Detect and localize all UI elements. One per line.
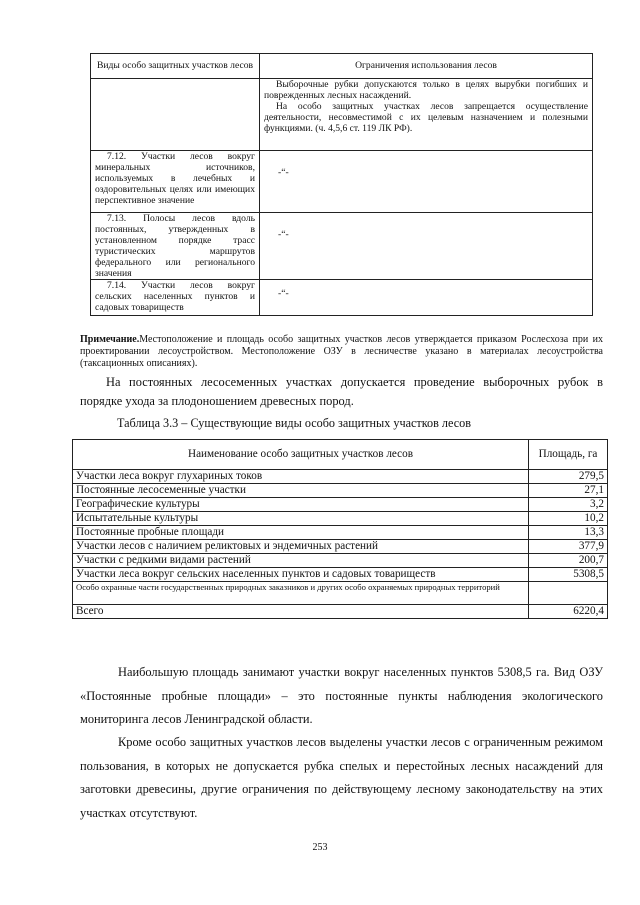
table-row: [73, 568, 608, 582]
table2-row-name: Постоянные пробные площади: [73, 526, 529, 540]
table-row-total: [73, 605, 608, 619]
table2-row-name: Географические культуры: [73, 498, 529, 512]
table-row: [73, 498, 608, 512]
table2-row-area: 27,1: [529, 484, 608, 498]
restrictions-table: [90, 53, 593, 316]
page-number: 253: [312, 842, 328, 853]
table-row: [73, 470, 608, 484]
table-row: [91, 280, 593, 316]
table2-row-area: 5308,5: [529, 568, 608, 582]
note: [80, 334, 603, 370]
table1-cont-empty-cell: [91, 79, 260, 151]
table-row: [73, 582, 608, 605]
table1-row-name: 7.14. Участки лесов вокруг сельских населенных пунктов и садовых товариществ: [91, 280, 260, 316]
table1-header-restrictions: Ограничения использования лесов: [260, 54, 593, 79]
ozu-areas-table: [72, 439, 608, 619]
paragraph-largest-area: Наибольшую площадь занимают участки вокруг населенных пунктов 5308,5 га. Вид ОЗУ «Постоянные пробные площади» – это постоянные пункты наблюдения экологического мониторинга лесов Ленинградской области.: [80, 665, 603, 726]
table-row: [91, 213, 593, 280]
table-row: [73, 512, 608, 526]
table2-row-name: Участки лесов с наличием реликтовых и эндемичных растений: [73, 540, 529, 554]
table2-row-area: 200,7: [529, 554, 608, 568]
note-text: Местоположение и площадь особо защитных участков лесов утверждается приказом Рослесхоза при их проектировании лесоустройством. Местоположение ОЗУ в лесничестве указано в материалах лесоустройства (таксационных описаниях).: [80, 334, 603, 369]
table2-row-area: 279,5: [529, 470, 608, 484]
table2-row-area: [529, 582, 608, 605]
table2-row-name: Особо охранные части государственных природных заказников и других особо охраняемых природных территорий: [73, 582, 529, 605]
table2-row-area: 13,3: [529, 526, 608, 540]
table1-row-restriction: -“-: [278, 288, 289, 299]
table2-total-label: Всего: [73, 605, 529, 619]
table1-cont-para1: Выборочные рубки допускаются только в целях вырубки погибших и поврежденных лесных насаждений.: [264, 79, 588, 101]
paragraph-restricted-use: Кроме особо защитных участков лесов выделены участки лесов с ограниченным режимом пользования, в которых не допускается рубка спелых и перестойных лесных насаждений для заготовки древесины, другие ограничения по действующему лесному законодательству на этих участках отсутствуют.: [80, 735, 603, 820]
table2-header-name: Наименование особо защитных участков лесов: [73, 440, 529, 470]
table1-cont-cell: [260, 79, 593, 151]
table2-row-area: 10,2: [529, 512, 608, 526]
table2-total-area: 6220,4: [529, 605, 608, 619]
table1-cont-para2: На особо защитных участках лесов запрещается осуществление деятельности, несовместимой с их целевым назначением и полезными функциями. (ч. 4,5,6 ст. 119 ЛК РФ).: [264, 101, 588, 134]
table-row: [91, 151, 593, 213]
table2-row-area: 3,2: [529, 498, 608, 512]
table2-row-name: Испытательные культуры: [73, 512, 529, 526]
table1-row-restriction: -“-: [278, 167, 289, 178]
table-row: [73, 526, 608, 540]
table2-row-area: 377,9: [529, 540, 608, 554]
table1-row-restriction: -“-: [278, 229, 289, 240]
table2-row-name: Участки леса вокруг глухариных токов: [73, 470, 529, 484]
table-row: [73, 540, 608, 554]
table-row: [73, 484, 608, 498]
table2-row-name: Участки с редкими видами растений: [73, 554, 529, 568]
paragraph-seed-plots: На постоянных лесосеменных участках допускается проведение выборочных рубок в порядке ухода за плодоношением древесных пород.: [80, 375, 603, 408]
table1-row-name: 7.12. Участки лесов вокруг минеральных источников, используемых в лечебных и оздоровительных целях или имеющих перспективное значение: [91, 151, 260, 213]
table1-header-type: Виды особо защитных участков лесов: [91, 54, 260, 79]
table-row: [73, 554, 608, 568]
note-label: Примечание.: [80, 334, 140, 345]
table2-header-area: Площадь, га: [529, 440, 608, 470]
table2-row-name: Постоянные лесосеменные участки: [73, 484, 529, 498]
table-caption: Таблица 3.3 – Существующие виды особо защитных участков лесов: [117, 416, 471, 430]
table2-row-name: Участки леса вокруг сельских населенных пунктов и садовых товариществ: [73, 568, 529, 582]
table1-row-name: 7.13. Полосы лесов вдоль постоянных, утвержденных в установленном порядке трасс туристических маршрутов федерального или регионального значения: [91, 213, 260, 280]
